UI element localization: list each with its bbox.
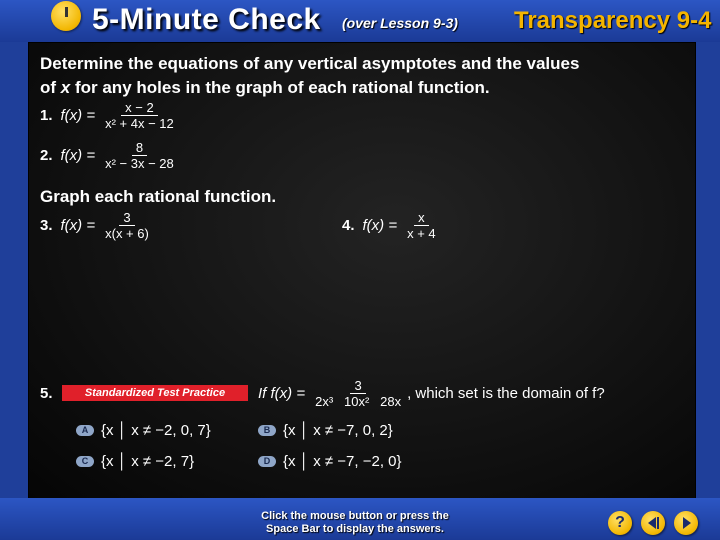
header-bar bbox=[0, 0, 720, 42]
transparency-label: Transparency 9-4 bbox=[514, 7, 712, 34]
previous-button[interactable] bbox=[641, 511, 665, 535]
question-1: 1. f(x) = $\frac{x - 2}{\text{x² + 4x − 12}}$ bbox=[40, 100, 178, 131]
fraction: $\frac{8}{\text{x² − 3x − 28}}$ bbox=[105, 140, 174, 171]
help-button[interactable]: ? bbox=[608, 511, 632, 535]
forward-arrow-icon bbox=[674, 511, 698, 535]
choice-b[interactable]: B {x │ x ≠ −7, 0, 2} bbox=[258, 422, 393, 439]
choice-a[interactable]: A {x │ x ≠ −2, 0, 7} bbox=[76, 422, 211, 439]
standardized-test-badge: Standardized Test Practice bbox=[62, 385, 248, 401]
clock-icon bbox=[51, 1, 81, 31]
choice-c[interactable]: C {x │ x ≠ −2, 7} bbox=[76, 453, 194, 470]
next-button[interactable] bbox=[674, 511, 698, 535]
choice-c-badge: C bbox=[76, 456, 94, 467]
question-5-number: 5. bbox=[40, 385, 53, 402]
question-5: If f(x) = $\frac{3}{\text{2x³ 10x² 28x}}$ , which set is the domain of f? bbox=[258, 378, 605, 409]
back-arrow-icon bbox=[641, 511, 665, 535]
choice-d[interactable]: D {x │ x ≠ −7, −2, 0} bbox=[258, 453, 402, 470]
instruction-line-2: of x for any holes in the graph of each rational function. bbox=[40, 78, 490, 97]
question-2: 2. f(x) = $\frac{8}{\text{x² − 3x − 28}}$ bbox=[40, 140, 178, 171]
fraction: $\frac{x - 2}{\text{x² + 4x − 12}}$ bbox=[105, 100, 174, 131]
choice-d-badge: D bbox=[258, 456, 276, 467]
fraction: $\frac{3}{x(x + 6)}$ bbox=[105, 210, 149, 241]
choice-a-badge: A bbox=[76, 425, 94, 436]
question-3: 3. f(x) = $\frac{3}{x(x + 6)}$ bbox=[40, 210, 153, 241]
lesson-subtitle: (over Lesson 9-3) bbox=[342, 15, 458, 31]
click-instruction: Click the mouse button or press the Space Bar to display the answers. bbox=[261, 510, 449, 535]
instruction-graph: Graph each rational function. bbox=[40, 187, 277, 206]
question-4: 4. f(x) = $\frac{x}{x + 4}$ bbox=[342, 210, 440, 241]
page-title: 5-Minute Check bbox=[92, 3, 321, 36]
choice-b-badge: B bbox=[258, 425, 276, 436]
fraction: $\frac{3}{\text{2x³ 10x² 28x}}$ bbox=[315, 378, 402, 409]
instruction-line-1: Determine the equations of any vertical asymptotes and the values bbox=[40, 54, 580, 73]
fraction: $\frac{x}{x + 4}$ bbox=[407, 210, 436, 241]
